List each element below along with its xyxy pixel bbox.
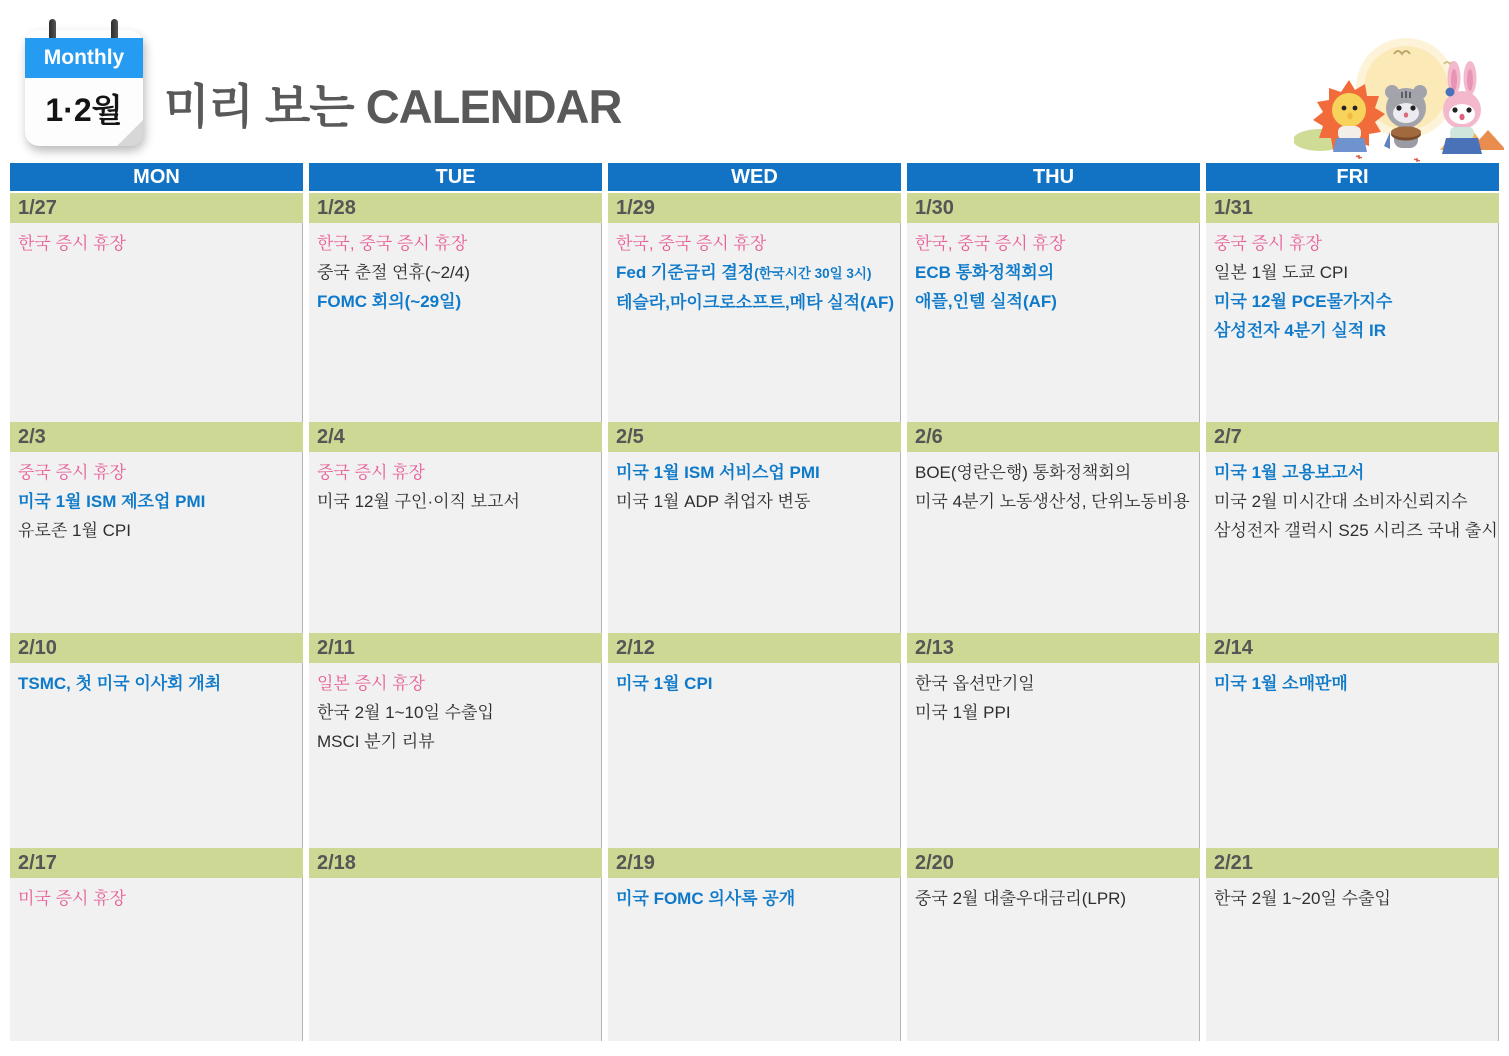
event-line: FOMC 회의(~29일) [317, 292, 462, 311]
event-cell-2-18 [309, 878, 602, 1041]
date-cell-2-6: 2/6 [907, 422, 1200, 452]
event-line: 미국 1월 소매판매 [1214, 674, 1348, 693]
event-line: 중국 2월 대출우대금리(LPR) [915, 889, 1127, 908]
date-cell-2-11: 2/11 [309, 633, 602, 663]
event-cell-2-21 [1206, 878, 1499, 1041]
event-line: 일본 증시 휴장 [317, 674, 425, 693]
event-line: 삼성전자 4분기 실적 IR [1214, 321, 1386, 340]
event-line: 한국, 중국 증시 휴장 [317, 234, 468, 253]
event-cell-2-11 [309, 663, 602, 848]
event-cell-1-30 [907, 223, 1200, 422]
event-line: 미국 1월 PPI [915, 703, 1011, 722]
event-cell-1-27 [10, 223, 303, 422]
date-cell-1-27: 1/27 [10, 193, 303, 223]
event-line: 테슬라,마이크로소프트,메타 실적(AF) [616, 293, 895, 312]
date-cell-2-20: 2/20 [907, 848, 1200, 878]
event-line: BOE(영란은행) 통화정책회의 [915, 463, 1132, 482]
page-curl-icon [117, 120, 143, 146]
event-cell-1-31 [1206, 223, 1499, 422]
date-cell-2-13: 2/13 [907, 633, 1200, 663]
event-line: 미국 1월 ISM 제조업 PMI [18, 492, 206, 511]
event-line: 중국 춘절 연휴(~2/4) [317, 263, 470, 282]
event-cell-2-7 [1206, 452, 1499, 633]
event-cell-1-28 [309, 223, 602, 422]
date-cell-2-5: 2/5 [608, 422, 901, 452]
date-cell-2-21: 2/21 [1206, 848, 1499, 878]
event-line: 미국 FOMC 의사록 공개 [616, 889, 796, 908]
date-cell-1-30: 1/30 [907, 193, 1200, 223]
day-header-mon: MON [10, 163, 303, 193]
event-line: 삼성전자 갤럭시 S25 시리즈 국내 출시 [1214, 521, 1498, 540]
event-line: 미국 1월 CPI [616, 674, 713, 693]
event-cell-1-29 [608, 223, 901, 422]
event-cell-2-5 [608, 452, 901, 633]
event-cell-2-13 [907, 663, 1200, 848]
event-line: 미국 1월 고용보고서 [1214, 463, 1365, 482]
event-line: 한국 옵션만기일 [915, 674, 1035, 693]
day-header-wed: WED [608, 163, 901, 193]
event-cell-2-19 [608, 878, 901, 1041]
event-cell-2-14 [1206, 663, 1499, 848]
event-cell-2-20 [907, 878, 1200, 1041]
date-cell-2-14: 2/14 [1206, 633, 1499, 663]
event-line: TSMC, 첫 미국 이사회 개최 [18, 674, 222, 693]
event-line: 한국 증시 휴장 [18, 234, 126, 253]
event-line: 미국 2월 미시간대 소비자신뢰지수 [1214, 492, 1468, 511]
date-cell-2-17: 2/17 [10, 848, 303, 878]
event-line: 애플,인텔 실적(AF) [915, 292, 1057, 311]
event-cell-2-10 [10, 663, 303, 848]
event-line: 중국 증시 휴장 [18, 463, 126, 482]
event-line: 한국, 중국 증시 휴장 [915, 234, 1066, 253]
date-cell-2-19: 2/19 [608, 848, 901, 878]
date-cell-1-29: 1/29 [608, 193, 901, 223]
date-cell-2-4: 2/4 [309, 422, 602, 452]
event-line: 미국 1월 ADP 취업자 변동 [616, 492, 811, 511]
event-line: 유로존 1월 CPI [18, 521, 131, 540]
event-line: Fed 기준금리 결정(한국시간 30일 3시) [616, 263, 872, 282]
date-cell-1-31: 1/31 [1206, 193, 1499, 223]
date-cell-2-18: 2/18 [309, 848, 602, 878]
event-cell-2-12 [608, 663, 901, 848]
calendar-badge-icon [25, 30, 143, 146]
event-line: 한국, 중국 증시 휴장 [616, 234, 767, 253]
date-cell-2-10: 2/10 [10, 633, 303, 663]
event-cell-2-17 [10, 878, 303, 1041]
event-line: 미국 12월 구인·이직 보고서 [317, 492, 520, 511]
event-line: 미국 1월 ISM 서비스업 PMI [616, 463, 820, 482]
date-cell-1-28: 1/28 [309, 193, 602, 223]
event-line: ECB 통화정책회의 [915, 263, 1055, 282]
event-line: 한국 2월 1~20일 수출입 [1214, 889, 1391, 908]
date-cell-2-3: 2/3 [10, 422, 303, 452]
event-line: 미국 4분기 노동생산성, 단위노동비용 [915, 492, 1190, 511]
event-cell-2-3 [10, 452, 303, 633]
page-title: 미리 보는 CALENDAR [164, 80, 622, 133]
badge-period: 1·2월 [45, 92, 123, 128]
event-line: 일본 1월 도쿄 CPI [1214, 263, 1349, 282]
day-header-thu: THU [907, 163, 1200, 193]
date-cell-2-7: 2/7 [1206, 422, 1499, 452]
calendar-grid [10, 163, 1499, 1041]
event-line: MSCI 분기 리뷰 [317, 732, 435, 751]
event-cell-2-6 [907, 452, 1200, 633]
new-year-mascots-illustration [1294, 28, 1504, 163]
date-cell-2-12: 2/12 [608, 633, 901, 663]
event-line: 중국 증시 휴장 [1214, 234, 1322, 253]
badge-label: Monthly [25, 38, 143, 78]
event-cell-2-4 [309, 452, 602, 633]
event-note: (한국시간 30일 3시) [754, 266, 872, 281]
event-line: 한국 2월 1~10일 수출입 [317, 703, 494, 722]
event-line: 중국 증시 휴장 [317, 463, 425, 482]
event-line: 미국 증시 휴장 [18, 889, 126, 908]
day-header-tue: TUE [309, 163, 602, 193]
event-line: 미국 12월 PCE물가지수 [1214, 292, 1393, 311]
day-header-fri: FRI [1206, 163, 1499, 193]
